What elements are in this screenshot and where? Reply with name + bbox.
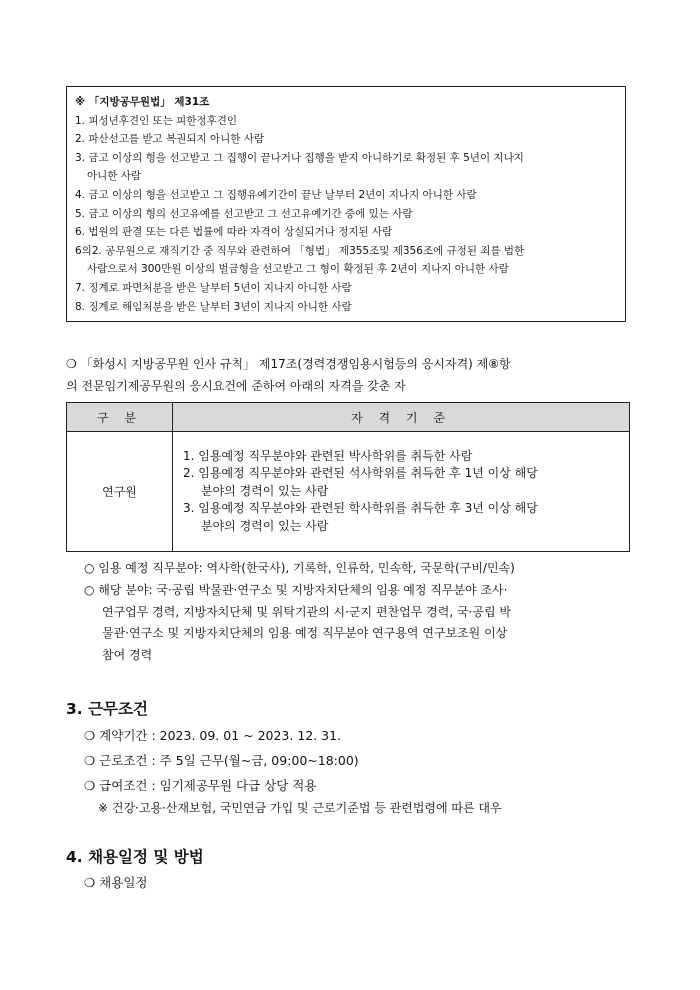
law-item: 7. 징계로 파면처분을 받은 날부터 5년이 지나지 아니한 사람 [75,281,352,294]
recruitment-schedule: ❍ 채용일정 [84,875,148,890]
benefits-note: ※ 건강·고용·산재보험, 국민연금 가입 및 근로기준법 등 관련법령에 따른 대우 [98,801,502,815]
intro-line-1: ❍ 「화성시 지방공무원 인사 규칙」 제17조(경력경쟁임용시험등의 응시자격) 제⑧항 [66,357,511,371]
law-excerpt-box [66,86,626,322]
law-item: 3. 금고 이상의 형을 선고받고 그 집행이 끝나거나 집행을 받지 아니하기로 확정된 후 5년이 지나지 아니한 사람 [75,151,524,183]
criteria-item: 3. 임용예정 직무분야와 관련된 학사학위를 취득한 후 3년 이상 해당 분야의 경력이 있는 사람 [183,501,538,533]
working-conditions: ❍ 근로조건 : 주 5일 근무(월~금, 09:00~18:00) [84,753,359,768]
section-3-title: 3. 근무조건 [66,700,148,718]
law-item: 8. 징계로 해임처분을 받은 날부터 3년이 지나지 아니한 사람 [75,300,352,313]
law-item: 5. 금고 이상의 형의 선고유예를 선고받고 그 선고유예기간 중에 있는 사람 [75,207,413,220]
qualification-table [66,402,630,552]
intro-line-2: 의 전문임기제공무원의 응시요건에 준하여 아래의 자격을 갖춘 자 [66,379,406,393]
section-4-title: 4. 채용일정 및 방법 [66,848,204,866]
table-row [67,432,630,552]
law-box-title: ※ 「지방공무원법」 제31조 [75,96,210,108]
law-item: 4. 금고 이상의 형을 선고받고 그 집행유예기간이 끝난 날부터 2년이 지나지 아니한 사람 [75,188,477,201]
salary-conditions: ❍ 급여조건 : 임기제공무원 다급 상당 적용 [84,778,317,793]
law-item: 6. 법원의 판결 또는 다른 법률에 따라 자격이 상실되거나 정지된 사람 [75,226,393,239]
related-field-item: ○ 해당 분야: 국·공립 박물관·연구소 및 지방자치단체의 임용 예정 직무분야 조사· 연구업무 경력, 지방자치단체 및 위탁기관의 시·군지 편찬업무 경력, 국·공립 박 물관·연구소 및 지방자치단체의 임용 예정 직무분야 연구용역 연구보조원 이상 참여 경력 [84,583,511,662]
law-item: 6의2. 공무원으로 재직기간 중 직무와 관련하여 「형법」 제355조및 제356조에 규정된 죄를 범한 사람으로서 300만원 이상의 벌금형을 선고받고 그 형이 확정된 후 2년이 지나지 아니한 사람 [75,244,525,276]
criteria-item: 2. 임용예정 직무분야와 관련된 석사학위를 취득한 후 1년 이상 해당 분야의 경력이 있는 사람 [183,466,538,498]
header-category: 구 분 [67,403,173,432]
criteria-item: 1. 임용예정 직무분야와 관련된 박사학위를 취득한 사람 [183,448,473,463]
law-item: 2. 파산선고를 받고 복권되지 아니한 사람 [75,133,264,146]
law-item: 1. 피성년후견인 또는 피한정후견인 [75,114,238,127]
header-criteria: 자 격 기 준 [173,403,630,432]
criteria-cell [173,432,630,552]
category-cell: 연구원 [67,432,173,552]
duty-field-item: ○ 임용 예정 직무분야: 역사학(한국사), 기록학, 인류학, 민속학, 국문학(구비/민속) [84,561,515,575]
contract-period: ❍ 계약기간 : 2023. 09. 01 ~ 2023. 12. 31. [84,728,342,743]
